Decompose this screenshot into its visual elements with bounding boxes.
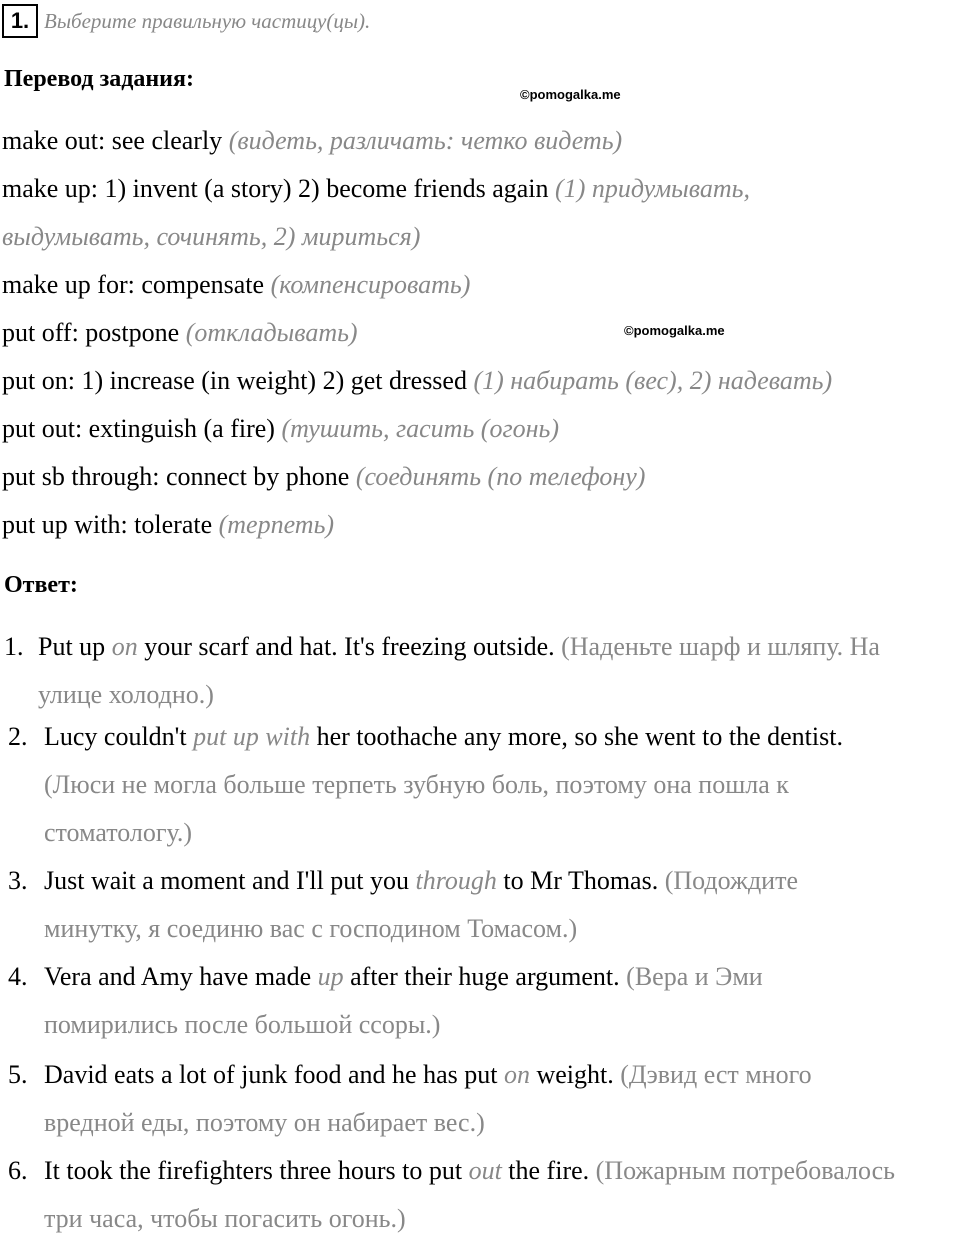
answer-text-before: It took the firefighters three hours to put bbox=[44, 1156, 469, 1185]
vocab-en: make out: see clearly bbox=[2, 126, 229, 155]
answer-particle: out bbox=[468, 1156, 502, 1185]
vocab-en: put on: 1) increase (in weight) 2) get dressed bbox=[2, 366, 474, 395]
answer-number: 3. bbox=[8, 866, 28, 895]
answer-translation-cont: вредной еды, поэтому он набирает вес.) bbox=[44, 1108, 485, 1137]
task-number: 1. bbox=[2, 4, 38, 38]
vocab-ru: (видеть, различать: четко видеть) bbox=[228, 126, 623, 155]
answer-translation-cont: минутку, я соединю вас с господином Томасом.) bbox=[44, 914, 578, 943]
task-header bbox=[2, 4, 370, 38]
answer-item bbox=[4, 632, 880, 662]
answer-translation-cont: улице холодно.) bbox=[38, 680, 214, 709]
vocab-en: put out: extinguish (a fire) bbox=[2, 414, 282, 443]
answer-text-before: Vera and Amy have made bbox=[44, 962, 318, 991]
answer-item bbox=[8, 1156, 895, 1186]
answer-text-before: Put up bbox=[38, 632, 112, 661]
answer-text-after: to Mr Thomas. bbox=[496, 866, 665, 895]
answer-text-after: weight. bbox=[529, 1060, 621, 1089]
answer-number: 6. bbox=[8, 1156, 28, 1185]
answer-text-before: Just wait a moment and I'll put you bbox=[44, 866, 416, 895]
vocab-en: make up for: compensate bbox=[2, 270, 271, 299]
answer-text-after: her toothache any more, so she went to the dentist. bbox=[310, 722, 843, 751]
vocab-ru: (1) придумывать, bbox=[555, 174, 750, 203]
answer-item bbox=[8, 722, 843, 752]
answer-heading: Ответ: bbox=[4, 572, 78, 598]
answer-particle: on bbox=[111, 632, 138, 661]
answer-translation: (Пожарным потребовалось bbox=[595, 1156, 896, 1185]
answer-particle: on bbox=[503, 1060, 530, 1089]
vocab-line bbox=[2, 462, 645, 492]
vocab-ru: (терпеть) bbox=[218, 510, 335, 539]
answer-number: 5. bbox=[8, 1060, 28, 1089]
watermark: ©pomogalka.me bbox=[520, 87, 621, 102]
vocab-ru: (соединять (по телефону) bbox=[355, 462, 646, 491]
vocab-en: put off: postpone bbox=[2, 318, 186, 347]
vocab-ru: (откладывать) bbox=[185, 318, 358, 347]
answer-particle: through bbox=[415, 866, 497, 895]
vocab-en: make up: 1) invent (a story) 2) become friends again bbox=[2, 174, 556, 203]
answer-translation-cont: стоматологу.) bbox=[44, 818, 193, 847]
vocab-en: put sb through: connect by phone bbox=[2, 462, 356, 491]
answer-translation: (Наденьте шарф и шляпу. На bbox=[561, 632, 880, 661]
vocab-ru: выдумывать, сочинять, 2) мириться) bbox=[2, 222, 421, 251]
answer-number: 4. bbox=[8, 962, 28, 991]
vocab-ru: (тушить, гасить (огонь) bbox=[281, 414, 559, 443]
task-instruction: Выберите правильную частицу(цы). bbox=[44, 8, 371, 33]
vocab-line bbox=[2, 270, 470, 300]
vocab-line bbox=[2, 366, 832, 396]
answer-number: 2. bbox=[8, 722, 28, 751]
answer-translation: (Вера и Эми bbox=[626, 962, 763, 991]
answer-text-before: Lucy couldn't bbox=[44, 722, 194, 751]
answer-item bbox=[8, 962, 763, 992]
answer-particle: put up with bbox=[193, 722, 311, 751]
vocab-line bbox=[2, 174, 750, 204]
answer-translation-cont: три часа, чтобы погасить огонь.) bbox=[44, 1204, 406, 1233]
answer-text-before: David eats a lot of junk food and he has put bbox=[44, 1060, 504, 1089]
answer-translation: (Дэвид ест много bbox=[620, 1060, 812, 1089]
answer-text-after: the fire. bbox=[501, 1156, 596, 1185]
vocab-line bbox=[2, 318, 358, 348]
answer-particle: up bbox=[317, 962, 344, 991]
answer-translation-cont: помирились после большой ссоры.) bbox=[44, 1010, 441, 1039]
answer-number: 1. bbox=[4, 632, 24, 661]
vocab-ru: (компенсировать) bbox=[270, 270, 471, 299]
vocab-ru: (1) набирать (вес), 2) надевать) bbox=[473, 366, 833, 395]
vocab-line bbox=[2, 222, 420, 252]
answer-text-after: your scarf and hat. It's freezing outside. bbox=[137, 632, 562, 661]
answer-translation: (Люси не могла больше терпеть зубную боль, поэтому она пошла к bbox=[44, 770, 789, 799]
translation-heading: Перевод задания: bbox=[4, 66, 194, 92]
watermark: ©pomogalka.me bbox=[624, 323, 725, 338]
vocab-line bbox=[2, 126, 622, 156]
vocab-line bbox=[2, 414, 559, 444]
answer-item bbox=[8, 1060, 812, 1090]
vocab-en: put up with: tolerate bbox=[2, 510, 219, 539]
answer-translation: (Подождите bbox=[664, 866, 798, 895]
vocab-line bbox=[2, 510, 334, 540]
answer-item bbox=[8, 866, 798, 896]
answer-text-after: after their huge argument. bbox=[343, 962, 627, 991]
